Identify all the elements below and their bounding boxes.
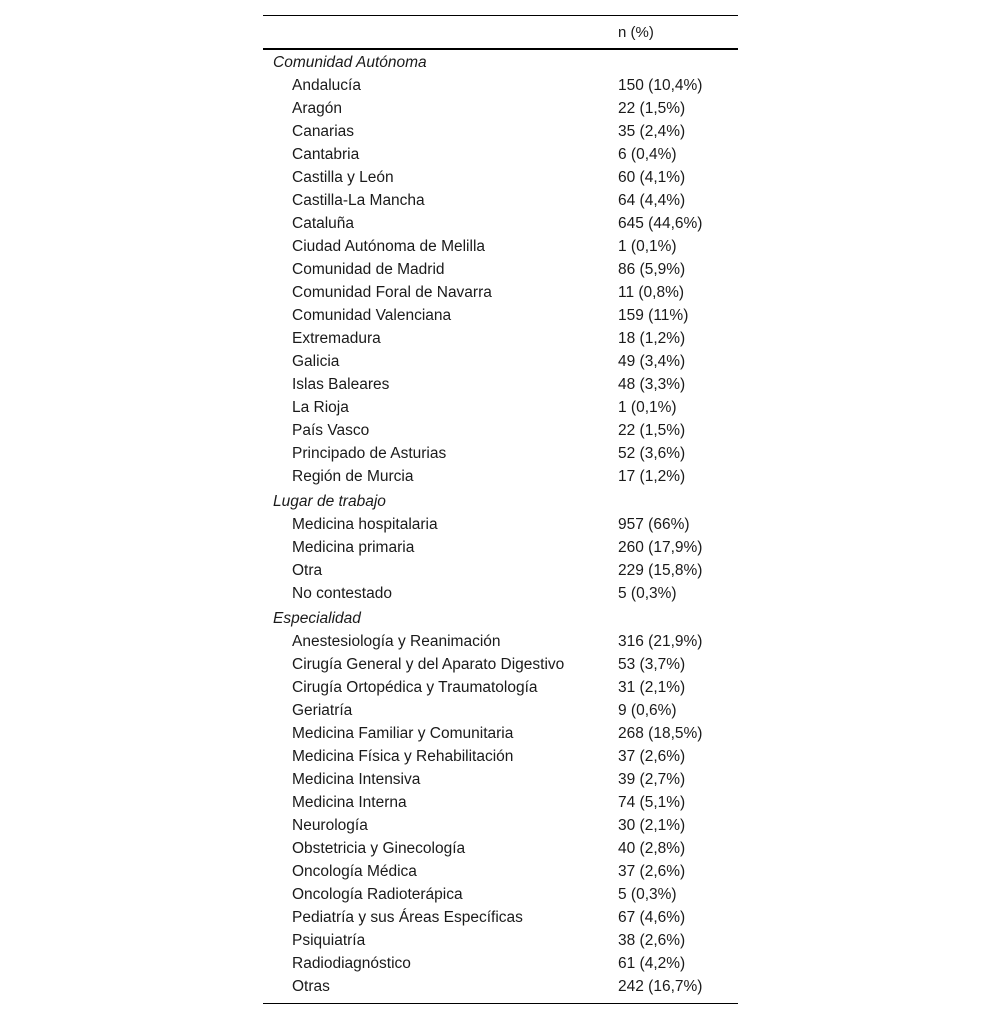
table-row <box>263 514 738 537</box>
row-value: 74 (5,1%) <box>618 794 686 811</box>
row-label: Cirugía Ortopédica y Traumatología <box>292 679 538 696</box>
row-value: 1 (0,1%) <box>618 399 677 416</box>
section-title: Lugar de trabajo <box>273 493 386 510</box>
header-value-column: n (%) <box>618 24 654 41</box>
row-label: Canarias <box>292 123 355 140</box>
row-value: 229 (15,8%) <box>618 562 703 579</box>
table-row <box>263 121 738 144</box>
row-label: Galicia <box>292 353 340 370</box>
row-value: 11 (0,8%) <box>618 284 685 301</box>
row-label: Principado de Asturias <box>292 445 447 462</box>
table-row <box>263 861 738 884</box>
row-value: 1 (0,1%) <box>618 238 677 255</box>
row-value: 48 (3,3%) <box>618 376 686 393</box>
table-row <box>263 190 738 213</box>
row-value: 5 (0,3%) <box>618 585 677 602</box>
row-label: Cataluña <box>292 215 355 232</box>
row-label: Medicina Intensiva <box>292 771 421 788</box>
row-value: 242 (16,7%) <box>618 978 703 995</box>
table-row <box>263 144 738 167</box>
section-heading <box>263 50 738 75</box>
row-value: 86 (5,9%) <box>618 261 686 278</box>
row-label: La Rioja <box>292 399 349 416</box>
row-value: 5 (0,3%) <box>618 886 677 903</box>
table-row <box>263 583 738 606</box>
table-row <box>263 397 738 420</box>
row-label: Medicina Familiar y Comunitaria <box>292 725 514 742</box>
demographics-table <box>263 15 738 1004</box>
section-title: Comunidad Autónoma <box>273 54 427 71</box>
row-value: 67 (4,6%) <box>618 909 686 926</box>
row-label: Medicina Interna <box>292 794 407 811</box>
table-row <box>263 723 738 746</box>
table-row <box>263 213 738 236</box>
table-header <box>263 16 738 50</box>
row-label: Medicina primaria <box>292 539 415 556</box>
table-row <box>263 443 738 466</box>
row-value: 22 (1,5%) <box>618 100 686 117</box>
row-label: Islas Baleares <box>292 376 390 393</box>
row-label: Otras <box>292 978 330 995</box>
row-label: Pediatría y sus Áreas Específicas <box>292 909 523 926</box>
row-label: Medicina hospitalaria <box>292 516 438 533</box>
table-row <box>263 631 738 654</box>
table-row <box>263 351 738 374</box>
row-value: 150 (10,4%) <box>618 77 703 94</box>
row-label: Región de Murcia <box>292 468 414 485</box>
table-row <box>263 466 738 489</box>
row-label: Oncología Radioterápica <box>292 886 463 903</box>
table-row <box>263 282 738 305</box>
table-row <box>263 838 738 861</box>
row-value: 49 (3,4%) <box>618 353 686 370</box>
row-value: 53 (3,7%) <box>618 656 686 673</box>
table-bottom-rule <box>263 1003 738 1004</box>
row-label: Aragón <box>292 100 342 117</box>
row-value: 31 (2,1%) <box>618 679 686 696</box>
row-value: 17 (1,2%) <box>618 468 686 485</box>
table-row <box>263 700 738 723</box>
table-row <box>263 305 738 328</box>
section-heading <box>263 489 738 514</box>
row-label: Radiodiagnóstico <box>292 955 411 972</box>
row-label: Comunidad Valenciana <box>292 307 452 324</box>
section-title: Especialidad <box>273 610 361 627</box>
row-value: 268 (18,5%) <box>618 725 703 742</box>
row-label: Castilla-La Mancha <box>292 192 425 209</box>
row-label: Geriatría <box>292 702 353 719</box>
table-row <box>263 328 738 351</box>
table-row <box>263 560 738 583</box>
table-body <box>263 50 738 999</box>
table-row <box>263 746 738 769</box>
row-label: Castilla y León <box>292 169 394 186</box>
row-value: 37 (2,6%) <box>618 863 686 880</box>
row-value: 6 (0,4%) <box>618 146 677 163</box>
row-value: 35 (2,4%) <box>618 123 686 140</box>
table-row <box>263 884 738 907</box>
row-label: Oncología Médica <box>292 863 417 880</box>
table-row <box>263 374 738 397</box>
row-value: 52 (3,6%) <box>618 445 686 462</box>
row-value: 60 (4,1%) <box>618 169 686 186</box>
row-value: 316 (21,9%) <box>618 633 703 650</box>
row-label: Obstetricia y Ginecología <box>292 840 466 857</box>
row-value: 61 (4,2%) <box>618 955 686 972</box>
table-row <box>263 792 738 815</box>
row-value: 64 (4,4%) <box>618 192 686 209</box>
row-label: Comunidad de Madrid <box>292 261 445 278</box>
row-value: 18 (1,2%) <box>618 330 686 347</box>
row-value: 38 (2,6%) <box>618 932 686 949</box>
row-label: País Vasco <box>292 422 370 439</box>
table-row <box>263 815 738 838</box>
row-value: 40 (2,8%) <box>618 840 686 857</box>
row-label: Anestesiología y Reanimación <box>292 633 501 650</box>
row-value: 645 (44,6%) <box>618 215 703 232</box>
table-row <box>263 75 738 98</box>
table-row <box>263 953 738 976</box>
table-row <box>263 930 738 953</box>
row-value: 22 (1,5%) <box>618 422 686 439</box>
row-label: Ciudad Autónoma de Melilla <box>292 238 486 255</box>
table-row <box>263 167 738 190</box>
table-row <box>263 907 738 930</box>
table-row <box>263 677 738 700</box>
table-row <box>263 98 738 121</box>
table-row <box>263 259 738 282</box>
row-label: Otra <box>292 562 323 579</box>
table-row <box>263 537 738 560</box>
table-row <box>263 769 738 792</box>
row-label: Cirugía General y del Aparato Digestivo <box>292 656 565 673</box>
row-label: Psiquiatría <box>292 932 366 949</box>
row-value: 957 (66%) <box>618 516 690 533</box>
table-row <box>263 654 738 677</box>
row-label: Extremadura <box>292 330 381 347</box>
row-value: 159 (11%) <box>618 307 689 324</box>
row-value: 9 (0,6%) <box>618 702 677 719</box>
section-heading <box>263 606 738 631</box>
row-label: Andalucía <box>292 77 361 94</box>
row-value: 37 (2,6%) <box>618 748 686 765</box>
row-value: 39 (2,7%) <box>618 771 686 788</box>
row-value: 30 (2,1%) <box>618 817 686 834</box>
table-row <box>263 236 738 259</box>
row-label: Neurología <box>292 817 368 834</box>
row-value: 260 (17,9%) <box>618 539 703 556</box>
row-label: No contestado <box>292 585 392 602</box>
table-row <box>263 976 738 999</box>
row-label: Cantabria <box>292 146 360 163</box>
table-row <box>263 420 738 443</box>
row-label: Medicina Física y Rehabilitación <box>292 748 514 765</box>
row-label: Comunidad Foral de Navarra <box>292 284 492 301</box>
